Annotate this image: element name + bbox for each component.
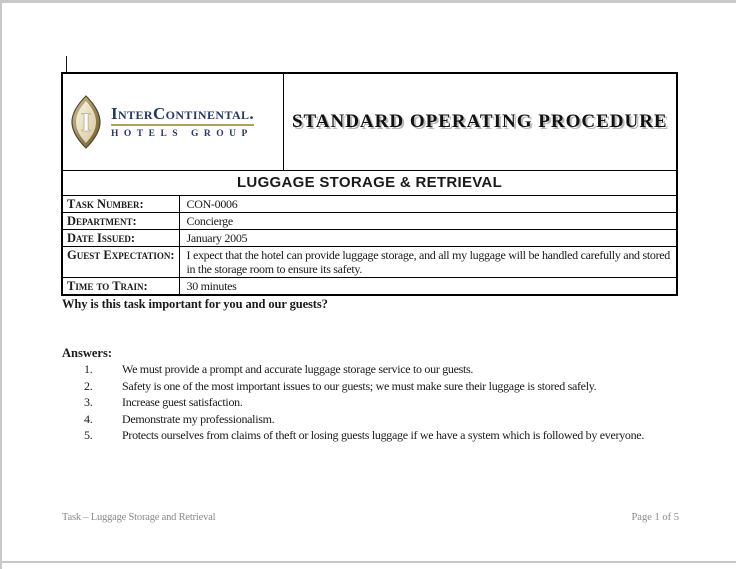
meta-label: Task Number: [62,195,179,212]
brand-subtitle: HOTELS GROUP [111,128,253,139]
ihg-badge-icon [70,95,102,149]
meta-value: January 2005 [179,229,677,246]
list-item [84,394,676,411]
meta-label: Guest Expectation: [62,246,179,277]
list-item-number: 4. [84,411,93,426]
list-item-number: 5. [84,428,93,442]
meta-value: CON-0006 [179,195,677,212]
importance-question: Why is this task important for you and our guests? [62,297,328,311]
answers-label: Answers: [62,346,112,360]
meta-value: 30 minutes [179,277,677,295]
list-item-number: 3. [84,395,93,409]
list-item-text: Increase guest satisfaction. [122,395,243,409]
list-item-text: Safety is one of the most important issues to our guests; we must make sure their luggage is stored safely. [122,378,597,393]
footer-task-title: Task – Luggage Storage and Retrieval [62,512,216,523]
list-item-number: 1. [84,362,93,376]
logo-cell [62,73,283,170]
ihg-logo [70,95,281,149]
table-row-date-issued [62,229,677,246]
list-item [84,411,676,428]
meta-value: I expect that the hotel can provide luggage storage, and all my luggage will be handled carefully and stored in the storage room to ensure its safety. [179,246,677,277]
text-cursor [66,56,67,73]
table-row-logo [62,73,677,170]
table-row-subject [62,170,677,195]
sop-header-table [61,72,678,296]
list-item-text: Protects ourselves from claims of theft or losing guests luggage if we have a system which is followed by everyone. [122,428,645,442]
list-item [84,378,676,395]
table-row-task-number [62,195,677,212]
brand-name: InterContinental. [111,105,254,126]
ihg-wordmark [111,105,254,139]
list-item-number: 2. [84,378,93,393]
list-item-text: We must provide a prompt and accurate luggage storage service to our guests. [122,362,474,376]
subject-cell [62,170,677,195]
ihg-monogram: I [80,107,92,137]
list-item [84,427,676,444]
table-row-guest-expectation [62,246,677,277]
document-title: STANDARD OPERATING PROCEDURE [291,110,668,132]
page-edge-bottom [0,561,736,563]
page-edge-top [0,0,736,3]
answers-list [84,361,676,444]
sop-title-cell [283,73,677,170]
meta-label: Department: [62,212,179,229]
task-subject: LUGGAGE STORAGE & RETRIEVAL [236,173,503,191]
table-row-time-to-train [62,277,677,295]
list-item-text: Demonstrate my professionalism. [122,411,275,426]
footer-page-number: Page 1 of 5 [631,512,679,523]
list-item [84,361,676,378]
meta-label: Date Issued: [62,229,179,246]
table-row-department [62,212,677,229]
meta-label: Time to Train: [62,277,179,295]
page-edge-left [0,0,2,569]
meta-value: Concierge [179,212,677,229]
